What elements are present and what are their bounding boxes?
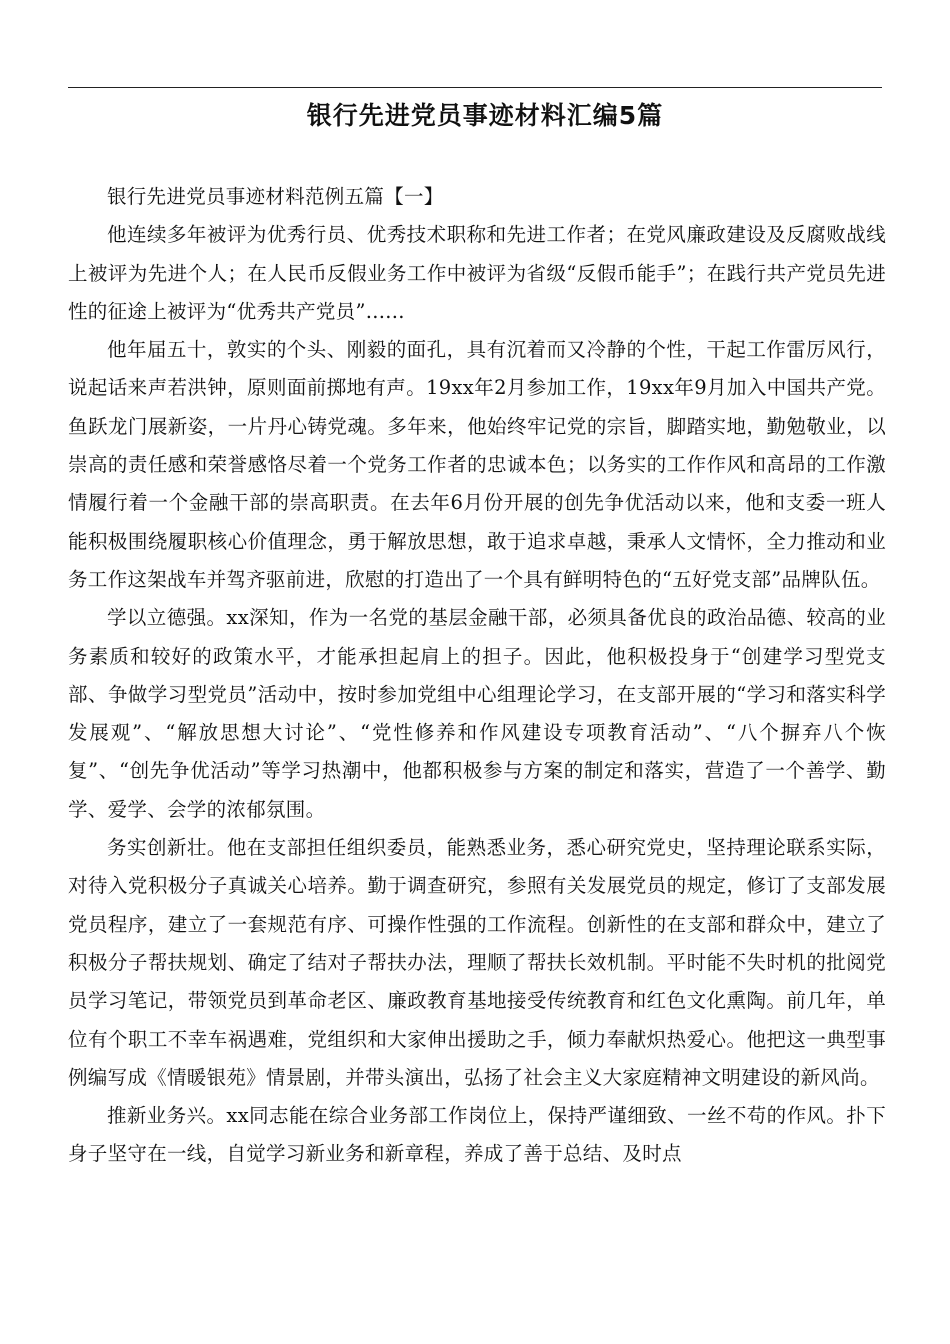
paragraph-study: 学以立德强。xx深知，作为一名党的基层金融干部，必须具备优良的政治品德、较高的业务素质和较好的政策水平，才能承担起肩上的担子。因此，他积极投身于“创建学习型党支部、争做学习型党员”活动中，按时参加党组中心组理论学习，在支部开展的“学习和落实科学发展观”、“解放思想大讨论”、“党性修养和作风建设专项教育活动”、“八个摒弃八个恢复”、“创先争优活动”等学习热潮中，他都积极参与方案的制定和落实，营造了一个善学、勤学、爱学、会学的浓郁氛围。 — [68, 606, 886, 821]
header-rule — [68, 87, 882, 88]
paragraph-innovation: 务实创新壮。他在支部担任组织委员，能熟悉业务，悉心研究党史，坚持理论联系实际，对待入党积极分子真诚关心培养。勤于调查研究，参照有关发展党员的规定，修订了支部发展党员程序，建立了一套规范有序、可操作性强的工作流程。创新性的在支部和群众中，建立了积极分子帮扶规划、确定了结对子帮扶办法，理顺了帮扶长效机制。平时能不失时机的批阅党员学习笔记，带领党员到革命老区、廉政教育基地接受传统教育和红色文化熏陶。前几年，单位有个职工不幸车祸遇难，党组织和大家伸出援助之手，倾力奉献炽热爱心。他把这一典型事例编写成《情暖银苑》情景剧，并带头演出，弘扬了社会主义大家庭精神文明建设的新风尚。 — [68, 836, 886, 1089]
paragraph-business: 推新业务兴。xx同志能在综合业务部工作岗位上，保持严谨细致、一丝不苟的作风。扑下身子坚守在一线，自觉学习新业务和新章程，养成了善于总结、及时点 — [68, 1104, 886, 1166]
document-body — [68, 178, 886, 1174]
paragraph-honors: 他连续多年被评为优秀行员、优秀技术职称和先进工作者；在党风廉政建设及反腐败战线上被评为先进个人；在人民币反假业务工作中被评为省级“反假币能手”；在践行共产党员先进性的征途上被评为“优秀共产党员”...... — [68, 223, 886, 323]
paragraph-profile: 他年届五十，敦实的个头、刚毅的面孔，具有沉着而又冷静的个性，干起工作雷厉风行，说起话来声若洪钟，原则面前掷地有声。19xx年2月参加工作，19xx年9月加入中国共产党。鱼跃龙门展新姿，一片丹心铸党魂。多年来，他始终牢记党的宗旨，脚踏实地，勤勉敬业，以崇高的责任感和荣誉感恪尽着一个党务工作者的忠诚本色；以务实的工作作风和高昂的工作激情履行着一个金融干部的崇高职责。在去年6月份开展的创先争优活动以来，他和支委一班人能积极围绕履职核心价值理念，勇于解放思想，敢于追求卓越，秉承人文情怀，全力推动和业务工作这架战车并驾齐驱前进，欣慰的打造出了一个具有鲜明特色的“五好党支部”品牌队伍。 — [68, 338, 886, 591]
document-title: 银行先进党员事迹材料汇编5篇 — [306, 101, 664, 130]
section-heading: 银行先进党员事迹材料范例五篇【一】 — [107, 185, 444, 208]
